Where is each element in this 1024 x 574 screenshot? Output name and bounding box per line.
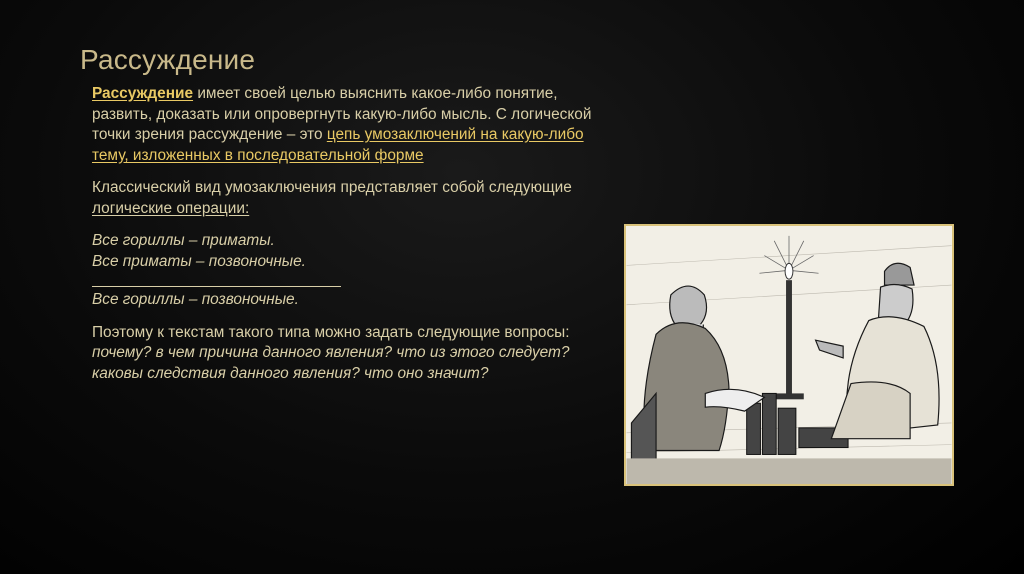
term-reasoning: Рассуждение	[92, 85, 194, 102]
paragraph-definition	[92, 84, 592, 166]
paragraph-classic-form	[92, 178, 592, 219]
definition-text: имеет своей целью выяснить какое-либо понятие, развить, доказать или опровергнуть какую-либо мысль. С логической точки зрения рассуждение – это	[92, 85, 592, 143]
paragraph-questions	[92, 323, 592, 385]
definition-link[interactable]: цепь умозаключений на какую-либо тему, изложенных в последовательной форме	[92, 126, 584, 164]
slide-title: Рассуждение	[80, 44, 256, 75]
questions-list: почему? в чем причина данного явления? что из этого следует? каковы следствия данного явления? что оно значит?	[92, 344, 570, 382]
syllogism-conclusion-block	[92, 286, 592, 311]
premise-2: Все приматы – позвоночные.	[92, 252, 306, 270]
premise-1: Все гориллы – приматы.	[92, 232, 275, 249]
logical-operations-link[interactable]: логические операции:	[92, 199, 250, 217]
syllogism-divider	[92, 286, 341, 287]
illustration-scholars	[624, 224, 954, 486]
conclusion: Все гориллы – позвоночные.	[92, 291, 299, 308]
syllogism-premises	[92, 231, 592, 272]
classic-form-text: Классический вид умозаключения представляет собой следующие	[92, 179, 572, 196]
scholars-engraving-image	[626, 226, 952, 484]
questions-intro: Поэтому к текстам такого типа можно задать следующие вопросы:	[92, 323, 570, 341]
slide-body	[92, 84, 592, 396]
